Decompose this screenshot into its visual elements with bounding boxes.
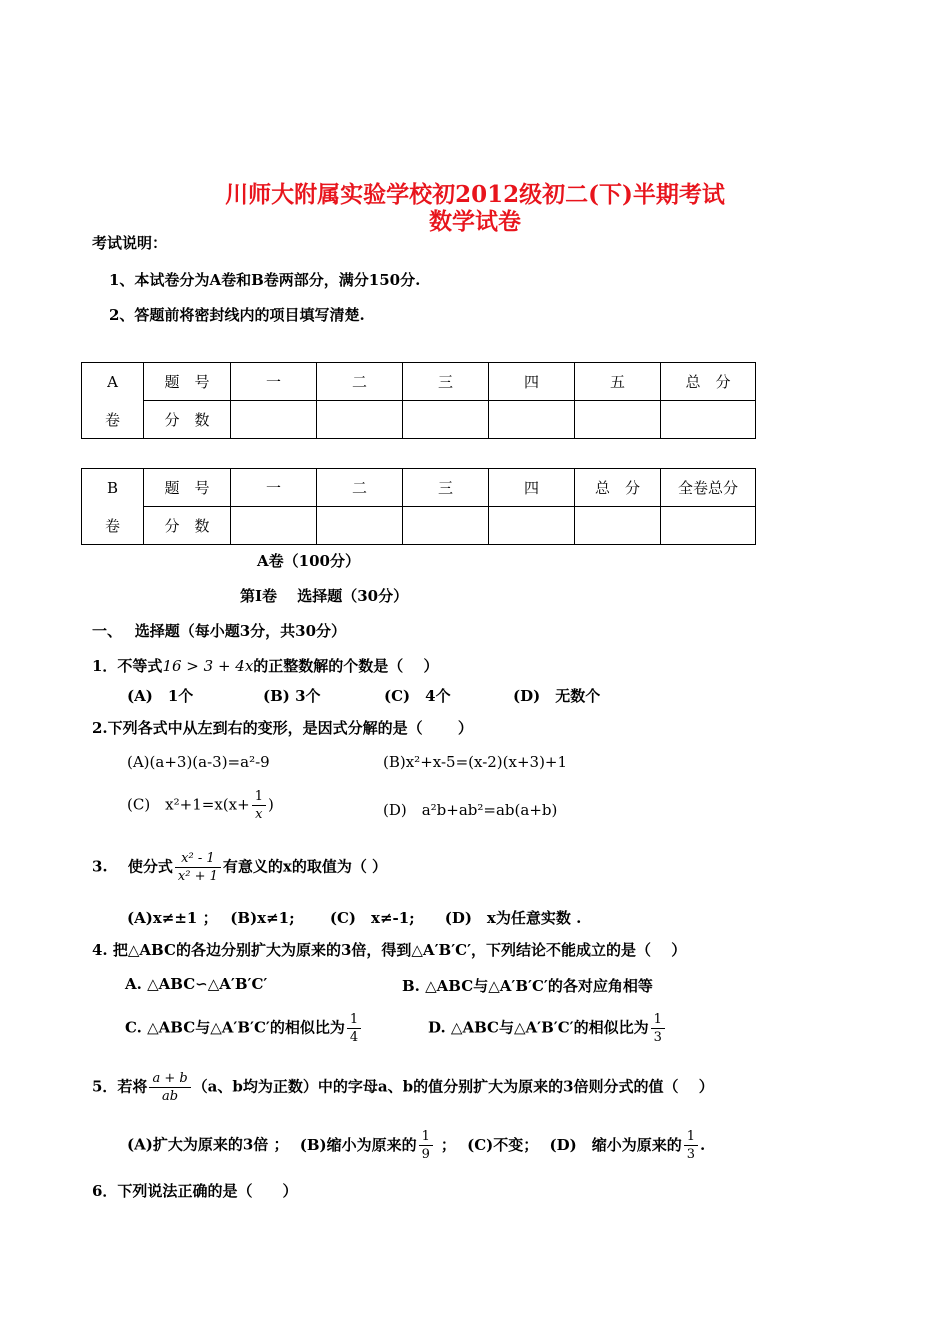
q1-option-b: (B) 3个	[263, 687, 321, 705]
score-table-a	[81, 362, 756, 439]
q1-option-d: (D) 无数个	[513, 687, 601, 705]
q5-fraction	[149, 1072, 190, 1103]
fraction-denominator: 3	[653, 1030, 662, 1045]
q3-options: (A)x≠±1 ； (B)x≠1; (C) x≠-1; (D) x为任意实数 .	[127, 909, 582, 927]
table-b-label-top: B	[82, 469, 144, 507]
exam-title-line1: 川师大附属实验学校初2012级初二(下)半期考试	[225, 181, 725, 208]
table-b-score-cell[interactable]	[575, 507, 661, 545]
table-a-col-total: 总 分	[661, 363, 756, 401]
q5-option-a: (A)扩大为原来的3倍 ；	[127, 1135, 289, 1154]
fraction-numerator: x² - 1	[175, 852, 221, 868]
q4-option-d-fraction	[651, 1013, 665, 1044]
choice-section-heading: 一、 选择题（每小题3分，共30分）	[92, 622, 347, 640]
q5-stem-pre: 5．若将	[92, 1077, 148, 1096]
q1-stem-post: 的正整数解的个数是（ ）	[253, 657, 439, 675]
q4-option-c-text: C. △ABC与△A′B′C′的相似比为	[125, 1018, 345, 1037]
table-a-label-top: A	[82, 363, 144, 401]
a-volume-heading: A卷（100分）	[257, 552, 360, 570]
table-a-label-bottom: 卷	[82, 401, 144, 439]
table-a-row1-label: 题 号	[144, 363, 231, 401]
q5-option-d-fraction	[684, 1130, 698, 1161]
q2-option-a: (A)(a+3)(a-3)=a²-9	[127, 753, 270, 771]
table-a-col-1: 一	[231, 363, 317, 401]
q2-option-c-post: )	[267, 795, 274, 814]
table-a-score-cell[interactable]	[403, 401, 489, 439]
q3-fraction	[175, 852, 221, 883]
q2-option-c	[127, 790, 274, 821]
table-b-col-2: 二	[317, 469, 403, 507]
fraction-numerator: 1	[347, 1013, 361, 1029]
q5-option-d-text: (D) 缩小为原来的	[549, 1135, 682, 1154]
q3-stem-post: 有意义的x的取值为（ ）	[222, 857, 388, 876]
table-a-score-cell[interactable]	[661, 401, 756, 439]
q5-option-b-text: (B)缩小为原来的	[299, 1135, 417, 1154]
table-a-score-cell[interactable]	[231, 401, 317, 439]
table-b-score-cell[interactable]	[489, 507, 575, 545]
table-b-score-cell[interactable]	[403, 507, 489, 545]
fraction-numerator: 1	[651, 1013, 665, 1029]
table-b-label-bottom: 卷	[82, 507, 144, 545]
fraction-numerator: 1	[419, 1130, 433, 1146]
exam-title-line2: 数学试卷	[429, 208, 521, 235]
table-a-col-3: 三	[403, 363, 489, 401]
fraction-denominator: 9	[421, 1147, 430, 1162]
table-a-col-5: 五	[575, 363, 661, 401]
q5-option-d	[549, 1129, 706, 1162]
q5-options	[127, 1130, 705, 1161]
table-a-score-cell[interactable]	[575, 401, 661, 439]
q2-option-b: (B)x²+x-5=(x-2)(x+3)+1	[383, 753, 568, 771]
q1-stem-pre: 1．不等式	[92, 657, 163, 675]
fraction-numerator: a + b	[149, 1072, 190, 1088]
table-a-score-cell[interactable]	[489, 401, 575, 439]
q2-option-d: (D) a²b+ab²=ab(a+b)	[383, 801, 558, 819]
question-5	[92, 1072, 714, 1103]
table-b-row1-label: 题 号	[144, 469, 231, 507]
fraction-denominator: ab	[162, 1089, 179, 1104]
table-b-col-3: 三	[403, 469, 489, 507]
q4-option-c-fraction	[347, 1013, 361, 1044]
q5-option-d-period: .	[700, 1135, 706, 1154]
table-b-score-cell[interactable]	[231, 507, 317, 545]
instructions-heading: 考试说明：	[92, 234, 168, 252]
instruction-item-2: 2、答题前将密封线内的项目填写清楚.	[109, 306, 365, 324]
fraction-denominator: 3	[686, 1147, 695, 1162]
instruction-item-1: 1、本试卷分为A卷和B卷两部分，满分150分.	[109, 271, 421, 289]
q5-option-c: (C)不变；	[467, 1135, 539, 1154]
q5-option-b-fraction	[419, 1130, 433, 1161]
fraction-numerator: 1	[684, 1130, 698, 1146]
table-b-score-cell[interactable]	[317, 507, 403, 545]
q5-option-b	[299, 1129, 456, 1162]
q4-option-d-text: D. △ABC与△A′B′C′的相似比为	[428, 1018, 649, 1037]
table-a-row2-label: 分 数	[144, 401, 231, 439]
question-1	[92, 655, 439, 676]
table-b-score-cell[interactable]	[661, 507, 756, 545]
table-b-row2-label: 分 数	[144, 507, 231, 545]
q1-inequality: 16 > 3 + 4x	[162, 657, 254, 675]
question-3	[92, 852, 387, 883]
q4-option-a: A. △ABC∽△A′B′C′	[125, 975, 268, 993]
fraction-denominator: x² + 1	[177, 869, 218, 884]
q4-option-d	[428, 1013, 667, 1044]
q4-option-c	[125, 1013, 363, 1044]
table-b-col-1: 一	[231, 469, 317, 507]
score-table-b	[81, 468, 756, 545]
table-b-col-total: 总 分	[575, 469, 661, 507]
table-b-col-grand-total: 全卷总分	[661, 469, 756, 507]
q5-stem-post: （a、b均为正数）中的字母a、b的值分别扩大为原来的3倍则分式的值（ ）	[192, 1077, 714, 1096]
table-a-col-2: 二	[317, 363, 403, 401]
table-b-col-4: 四	[489, 469, 575, 507]
q2-option-c-fraction	[252, 790, 266, 821]
table-a-col-4: 四	[489, 363, 575, 401]
fraction-denominator: 4	[349, 1030, 359, 1045]
part1-heading: 第Ⅰ卷 选择题（30分）	[240, 587, 409, 605]
question-2: 2.下列各式中从左到右的变形，是因式分解的是（ ）	[92, 719, 473, 737]
q3-stem-pre: 3. 使分式	[92, 857, 173, 876]
q1-option-a: (A) 1个	[127, 687, 194, 705]
fraction-denominator: x	[255, 807, 263, 822]
q4-option-b: B. △ABC与△A′B′C′的各对应角相等	[402, 977, 653, 995]
q2-option-c-pre: (C) x²+1=x(x+	[127, 795, 250, 814]
fraction-numerator: 1	[252, 790, 266, 806]
q1-option-c: (C) 4个	[384, 687, 451, 705]
q5-option-b-separator: ；	[440, 1135, 456, 1154]
table-a-score-cell[interactable]	[317, 401, 403, 439]
question-6: 6．下列说法正确的是（ ）	[92, 1182, 298, 1200]
question-4: 4. 把△ABC的各边分别扩大为原来的3倍，得到△A′B′C′，下列结论不能成立的是（ ）	[92, 941, 687, 959]
